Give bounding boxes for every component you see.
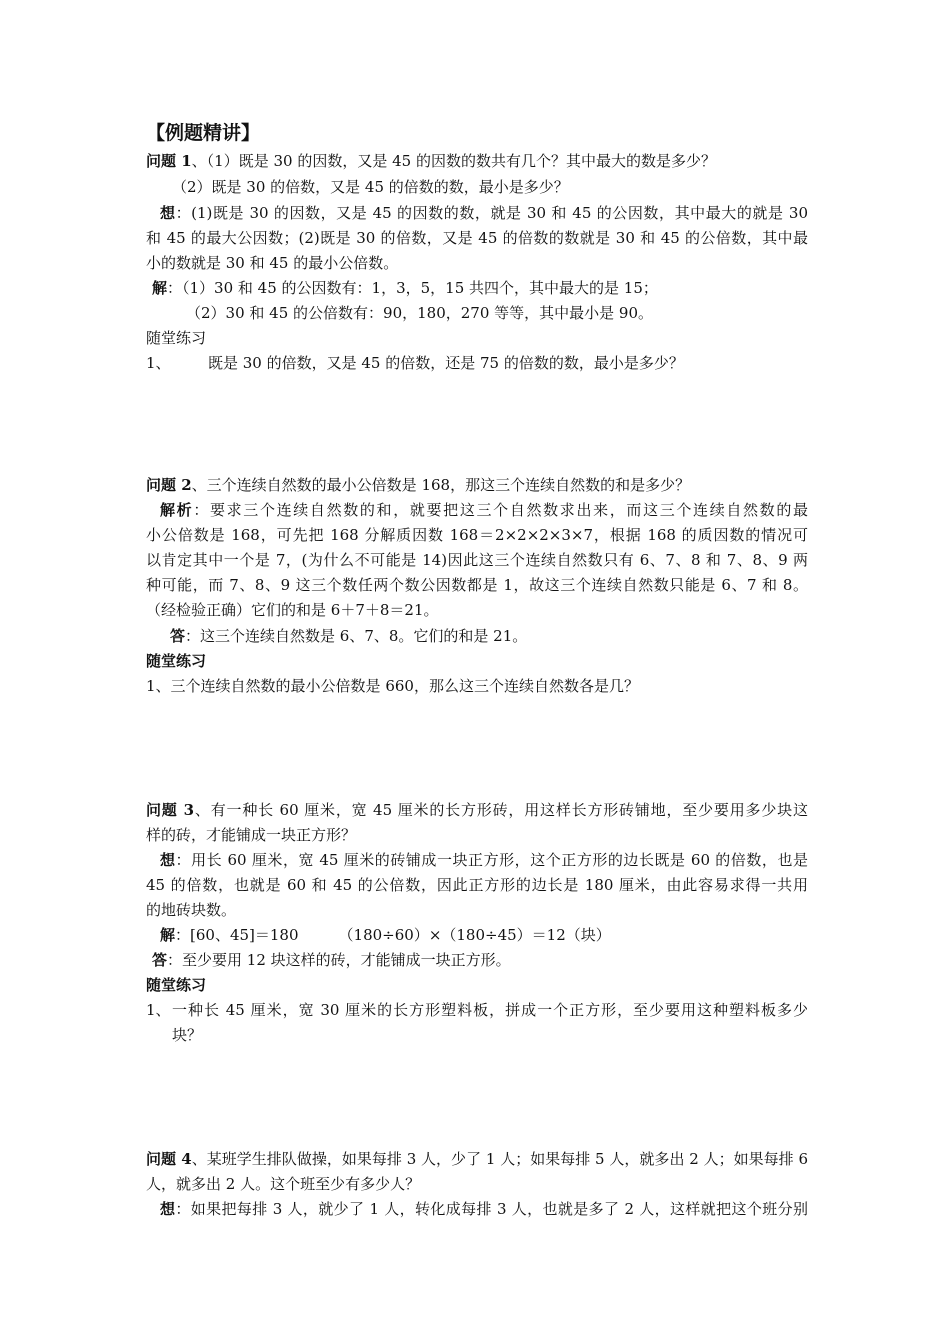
q1-think2: 和 45 的最大公因数；(2)既是 30 的倍数，又是 45 的倍数的数就是 30 和 45 的公倍数，其中最 <box>146 229 808 247</box>
q1-sol1: 解：（1）30 和 45 的公因数有：1，3，5，15 共四个，其中最大的是 15； <box>152 279 658 297</box>
q3-think1: 想：用长 60 厘米，宽 45 厘米的砖铺成一块正方形，这个正方形的边长既是 60 的倍数，也是 <box>160 851 808 869</box>
q3-answer: 答：至少要用 12 块这样的砖，才能铺成一块正方形。 <box>152 951 511 969</box>
q1-practice-title: 随堂练习 <box>146 329 207 347</box>
q2-practice-title: 随堂练习 <box>146 652 207 670</box>
q1-label: 问题 1 <box>146 152 192 170</box>
q4-line2: 人，就多出 2 人。这个班至少有多少人？ <box>146 1175 421 1193</box>
section-title: 【例题精讲】 <box>146 122 261 144</box>
q1-sol2: （2）30 和 45 的公倍数有：90，180，270 等等，其中最小是 90。 <box>186 304 653 322</box>
q3-practice-text1: 一种长 45 厘米，宽 30 厘米的长方形塑料板，拼成一个正方形，至少要用这种塑料板多少 <box>172 1001 808 1019</box>
q3-practice-num: 1、 <box>146 1001 171 1019</box>
q2-practice-text: 1、三个连续自然数的最小公倍数是 660，那么这三个连续自然数各是几？ <box>146 677 639 695</box>
q2-analysis4: 种可能，而 7、8、9 这三个数任两个数公因数都是 1，故这三个连续自然数只能是 6、7 和 8。 <box>146 576 808 594</box>
q3-think3: 的地砖块数。 <box>146 901 237 919</box>
q2-analysis3: 以肯定其中一个是 7，(为什么不可能是 14)因此这三个连续自然数只有 6、7、8 和 7、8、9 两 <box>146 551 808 569</box>
q3-practice-text2: 块？ <box>172 1026 203 1044</box>
q2-analysis1: 解析：要求三个连续自然数的和，就要把这三个自然数求出来，而这三个连续自然数的最 <box>160 501 808 519</box>
q3-line1: 问题 3、有一种长 60 厘米，宽 45 厘米的长方形砖，用这样长方形砖铺地，至少要用多少块这 <box>146 801 808 819</box>
q3-think2: 45 的倍数，也就是 60 和 45 的公倍数，因此正方形的边长是 180 厘米，由此容易求得一共用 <box>146 876 808 894</box>
q3-solution: 解：[60、45]＝180 （180÷60）×（180÷45）＝12（块） <box>160 926 611 944</box>
q2-line1: 问题 2、三个连续自然数的最小公倍数是 168，那这三个连续自然数的和是多少？ <box>146 476 691 494</box>
q1-think3: 小的数就是 30 和 45 的最小公倍数。 <box>146 254 399 272</box>
q4-think1: 想：如果把每排 3 人，就少了 1 人，转化成每排 3 人，也就是多了 2 人，这样就把这个班分别 <box>160 1200 808 1218</box>
q4-line1: 问题 4、某班学生排队做操，如果每排 3 人，少了 1 人；如果每排 5 人，就多出 2 人；如果每排 6 <box>146 1150 808 1168</box>
q1-practice-text: 既是 30 的倍数，又是 45 的倍数，还是 75 的倍数的数，最小是多少？ <box>208 354 684 372</box>
q1-think1: 想：(1)既是 30 的因数，又是 45 的因数的数，就是 30 和 45 的公因数，其中最大的就是 30 <box>160 204 808 222</box>
q3-line2: 样的砖，才能铺成一块正方形？ <box>146 826 357 844</box>
q2-analysis2: 小公倍数是 168，可先把 168 分解质因数 168＝2×2×2×3×7，根据 168 的质因数的情况可 <box>146 526 808 544</box>
q1-line2: （2）既是 30 的倍数，又是 45 的倍数的数，最小是多少？ <box>172 178 569 196</box>
q2-answer: 答：这三个连续自然数是 6、7、8。它们的和是 21。 <box>170 627 528 645</box>
q3-practice-title: 随堂练习 <box>146 976 207 994</box>
q1-line1: 问题 1、（1）既是 30 的因数，又是 45 的因数的数共有几个？其中最大的数是多少？ <box>146 152 716 170</box>
q1-practice-num: 1、 <box>146 354 171 372</box>
q2-analysis5: （经检验正确）它们的和是 6＋7＋8＝21。 <box>146 601 439 619</box>
